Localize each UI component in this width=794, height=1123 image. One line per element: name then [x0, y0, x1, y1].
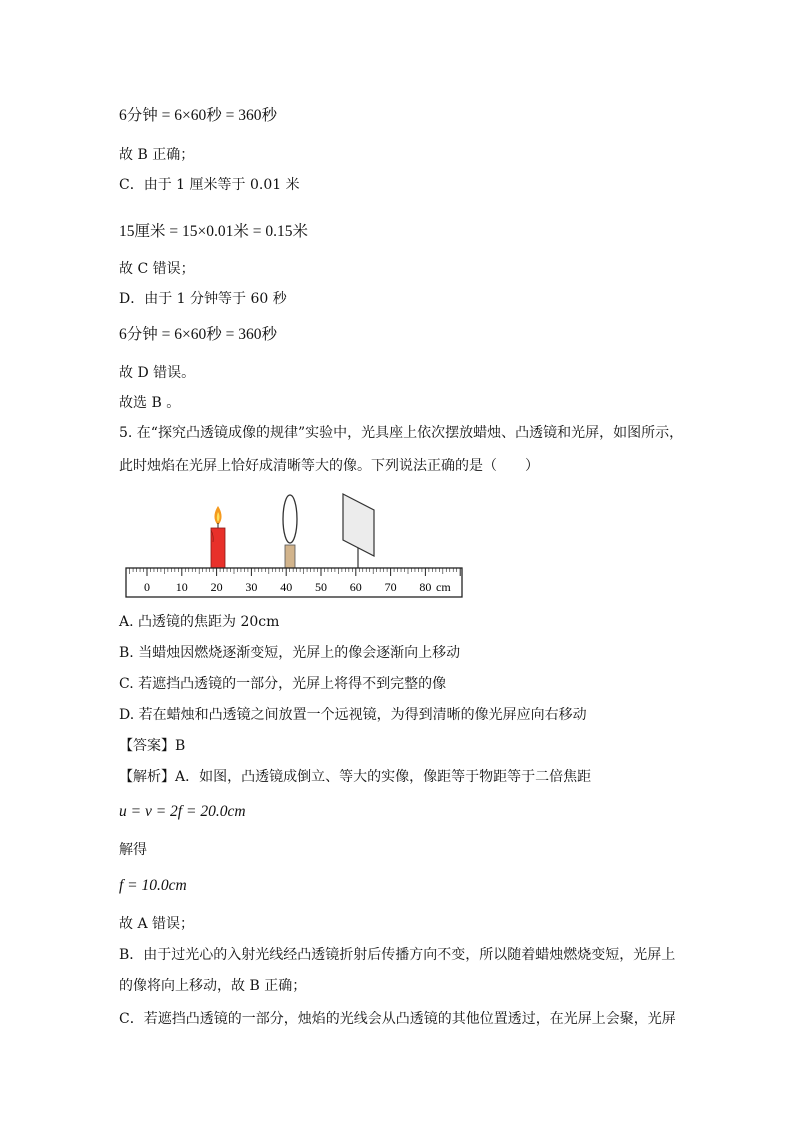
analysis-b-line2: 的像将向上移动，故 B 正确；	[119, 978, 307, 994]
final-choice: 故选 B 。	[119, 395, 181, 411]
equation-cm-to-m: 15厘米 = 15×0.01米 = 0.15米	[119, 223, 308, 240]
ruler-tick-label: 40	[280, 580, 293, 594]
ruler-tick-label: 0	[144, 580, 150, 594]
analysis-c-line1: C．若遮挡凸透镜的一部分，烛焰的光线会从凸透镜的其他位置透过，在光屏上会聚，光屏	[119, 1011, 676, 1027]
ruler-labels	[144, 580, 431, 594]
optical-bench-figure	[122, 490, 467, 602]
option-d: D. 若在蜡烛和凸透镜之间放置一个远视镜，为得到清晰的像光屏应向右移动	[119, 707, 587, 723]
candle	[211, 506, 225, 568]
candle-body	[211, 528, 225, 568]
question-5-stem-line1: 5. 在“探究凸透镜成像的规律”实验中，光具座上依次摆放蜡烛、凸透镜和光屏，如图所示，	[119, 425, 684, 441]
ruler-tick-label: 50	[315, 580, 327, 594]
option-c: C. 若遮挡凸透镜的一部分，光屏上将得不到完整的像	[119, 676, 447, 692]
equation-focal-length: f = 10.0cm	[119, 877, 187, 894]
option-c-reasoning: C．由于 1 厘米等于 0.01 米	[119, 177, 300, 193]
option-b: B. 当蜡烛因燃烧逐渐变短，光屏上的像会逐渐向上移动	[119, 645, 461, 661]
analysis-b-line1: B．由于过光心的入射光线经凸透镜折射后传播方向不变，所以随着蜡烛燃烧变短，光屏上	[119, 947, 676, 963]
conclusion-d-wrong: 故 D 错误。	[119, 365, 196, 381]
ruler-tick-label: 60	[349, 580, 362, 594]
lens-holder	[285, 545, 295, 568]
ruler-tick-label: 30	[245, 580, 258, 594]
ruler	[126, 568, 462, 597]
ruler-unit: cm	[436, 580, 451, 594]
ruler-tick-label: 70	[384, 580, 397, 594]
screen-panel	[343, 494, 374, 556]
answer: 【答案】B	[119, 738, 186, 754]
convex-lens	[283, 495, 297, 568]
conclusion-b-correct: 故 B 正确；	[119, 147, 195, 163]
equation-minutes-to-seconds-b: 6分钟 = 6×60秒 = 360秒	[119, 107, 277, 124]
solve-label: 解得	[119, 842, 147, 858]
ruler-tick-label: 20	[210, 580, 223, 594]
optical-bench-diagram	[122, 490, 467, 602]
equation-image-distance: u = v = 2f = 20.0cm	[119, 803, 246, 820]
conclusion-a-wrong: 故 A 错误；	[119, 916, 195, 932]
equation-minutes-to-seconds-d: 6分钟 = 6×60秒 = 360秒	[119, 326, 277, 343]
light-screen	[343, 494, 374, 568]
question-5-stem-line2: 此时烛焰在光屏上恰好成清晰等大的像。下列说法正确的是（ ）	[119, 458, 539, 474]
option-a: A. 凸透镜的焦距为 20cm	[119, 614, 280, 630]
lens-outline	[283, 495, 297, 543]
analysis-intro: 【解析】A．如图，凸透镜成倒立、等大的实像，像距等于物距等于二倍焦距	[119, 769, 592, 785]
option-d-reasoning: D．由于 1 分钟等于 60 秒	[119, 291, 287, 307]
ruler-tick-label: 80	[419, 580, 432, 594]
ruler-tick-label: 10	[175, 580, 188, 594]
conclusion-c-wrong: 故 C 错误；	[119, 261, 195, 277]
